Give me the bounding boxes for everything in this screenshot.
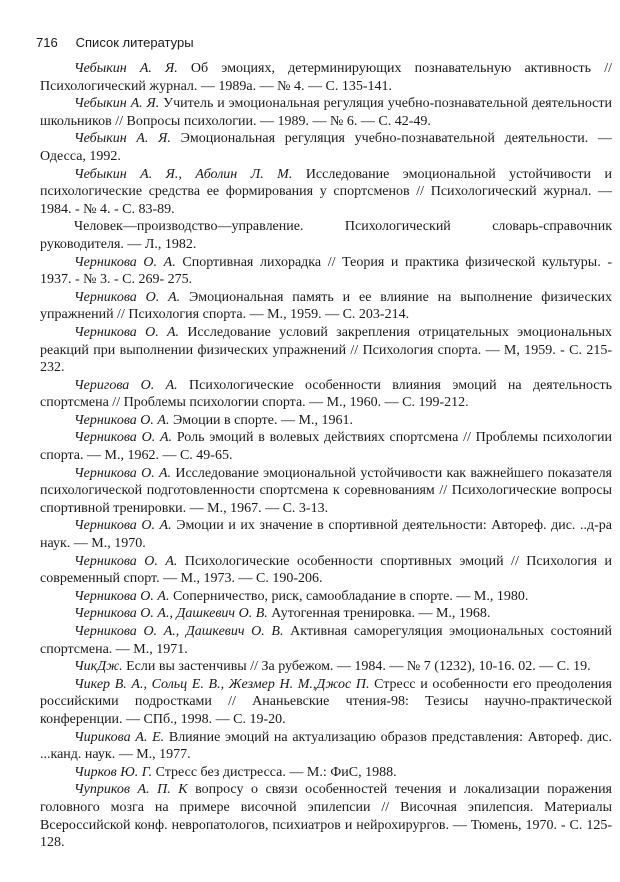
bibliography-entry [40, 254, 612, 289]
entry-author: Чебыкин А. Я. [74, 131, 171, 147]
entry-author: Черникова О. А. [74, 324, 180, 340]
entry-text: Стресс без дистресса. — М.: ФиС, 1988. [152, 764, 397, 780]
entry-text: Психологические особенности влияния эмоций на деятельность спортсмена // Проблемы психологии спорта. — М., 1960. — С. 199-212. [40, 377, 613, 411]
bibliography-entry [40, 588, 612, 606]
entry-text: Психологические особенности спортивных эмоций // Психология и современный спорт. — М., 1973. — С. 190-206. [40, 553, 612, 587]
bibliography-entry [40, 764, 612, 782]
bibliography-entry [40, 166, 612, 219]
bibliography-entry [40, 324, 612, 377]
entry-text: Аутогенная тренировка. — М., 1968. [267, 606, 491, 622]
entry-text: Исследование условий закрепления отрицательных эмоциональных реакций при выполнении физических упражнений // Психология спорта. — М, 1959. - С. 215-232. [40, 324, 612, 376]
entry-author: Чебыкин А. Я. [74, 61, 178, 76]
bibliography-entry [40, 676, 612, 729]
page-header [36, 33, 596, 53]
entry-author: Черникова О. А., Дашкевич О. В. [74, 606, 268, 622]
bibliography-entry [40, 95, 612, 130]
entry-text: Соперничество, риск, самообладание в спорте. — М., 1980. [169, 588, 529, 604]
bibliography-entry [40, 517, 612, 552]
entry-text: Учитель и эмоциональная регуляция учебно-познавательной деятельности школьников // Вопросы психологии. — 1989. — № 6. — С. 42-49. [40, 96, 612, 129]
bibliography-entry [40, 465, 612, 518]
entry-author: Чебыкин А. Я., Аболин Л. М. [74, 166, 293, 182]
bibliography-entry [40, 429, 612, 464]
entry-author: Чирков Ю. Г. [74, 764, 153, 780]
entry-text: Роль эмоций в волевых действиях спортсмена // Проблемы психологии спорта. — М., 1962. — С. 49-65. [40, 430, 612, 464]
entry-author: Черникова О. А. [74, 465, 172, 481]
bibliography-entry [40, 218, 612, 253]
bibliography-entry [40, 658, 612, 676]
entry-author: Черникова О. А. [74, 254, 176, 270]
entry-text: Исследование эмоциональной устойчивости как важнейшего показателя психологической подготовленности спортсмена к соревнованиям // Психологические вопросы спортивной тренировки. — М., 1967. — С. 3-13. [40, 465, 612, 516]
bibliography-entry [40, 553, 612, 588]
entry-text: Человек—производство—управление. Психологический словарь-справочник руководителя. — Л., 1982. [40, 219, 612, 252]
entry-text: Исследование эмоциональной устойчивости и психологические средства ее формирования у спортсменов // Психологический журнал. — 1984. - № 4. - С. 83-89. [40, 166, 612, 217]
entry-text: Эмоции в спорте. — М., 1961. [169, 412, 353, 428]
bibliography-entry [40, 781, 612, 851]
entry-author: Чуприков А. П. К [74, 782, 188, 798]
entry-text: Эмоции и их значение в спортивной деятельности: Автореф. дис. ..д-ра наук. — М., 1970. [40, 518, 613, 552]
entry-author: ЧикДж. [74, 659, 123, 675]
bibliography-entry [40, 605, 612, 623]
bibliography-entry [40, 623, 612, 658]
entry-text: Стресс и особенности его преодоления российскими подростками // Ананьевские чтения-98: Тезисы научно-практической конференции. — СПб., 1998. — С. 19-20. [40, 676, 612, 727]
entry-author: Черникова О. А. [74, 412, 170, 428]
entry-text: вопросу о связи особенностей течения и локализации поражения головного мозга на примере височной эпилепсии // Височная эпилепсия. Материалы Всероссийской конф. невропатологов, психиатров и нейрохирургов. — Тюмень, 1970. - С. 125-128. [40, 782, 612, 851]
entry-author: Черникова О. А., Дашкевич О. В. [74, 624, 284, 639]
entry-author: Черигова О. А. [74, 377, 178, 393]
entry-text: Влияние эмоций на актуализацию образов представления: Автореф. дис. ...канд. наук. — М., 1977. [40, 729, 612, 763]
bibliography-entry [40, 377, 612, 412]
bibliography-entry [40, 412, 612, 430]
entry-author: Черникова О. А. [74, 553, 178, 569]
entry-text: Спортивная лихорадка // Теория и практика физической культуры. - 1937. - № 3. - С. 269- 275. [40, 254, 612, 288]
entry-author: Чирикова А. Е. [74, 729, 165, 745]
entry-text: Эмоциональная регуляция учебно-познавательной деятельности. — Одесса, 1992. [40, 131, 612, 164]
bibliography-entry [40, 130, 612, 165]
entry-author: Черникова О. А. [74, 430, 173, 446]
bibliography-entry [40, 289, 612, 324]
bibliography-list [40, 60, 612, 852]
page-number: 716 [36, 35, 58, 50]
entry-author: Чикер В. А., Сольц Е. В., Жезмер Н. М.,Джос П. [74, 676, 370, 692]
entry-author: Черникова О. А. [74, 518, 172, 534]
bibliography-entry [40, 60, 612, 95]
entry-text: Об эмоциях, детерминирующих познавательную активность // Психологический журнал. — 1989а. — № 4. — С. 135-141. [40, 61, 612, 94]
running-title: Список литературы [75, 35, 194, 50]
bibliography-entry [40, 729, 612, 764]
entry-text: Если вы застенчивы // За рубежом. — 1984. — № 7 (1232), 10-16. 02. — С. 19. [122, 659, 591, 675]
entry-text: Активная саморегуляция эмоциональных состояний спортсмена. — М., 1971. [40, 624, 612, 657]
entry-author: Черникова О. А. [74, 588, 170, 604]
entry-author: Черникова О. А. [74, 289, 181, 305]
entry-author: Чебыкин А. Я. [74, 96, 160, 112]
entry-text: Эмоциональная память и ее влияние на выполнение физических упражнений // Психология спорта. — М., 1959. — С. 203-214. [40, 289, 612, 323]
